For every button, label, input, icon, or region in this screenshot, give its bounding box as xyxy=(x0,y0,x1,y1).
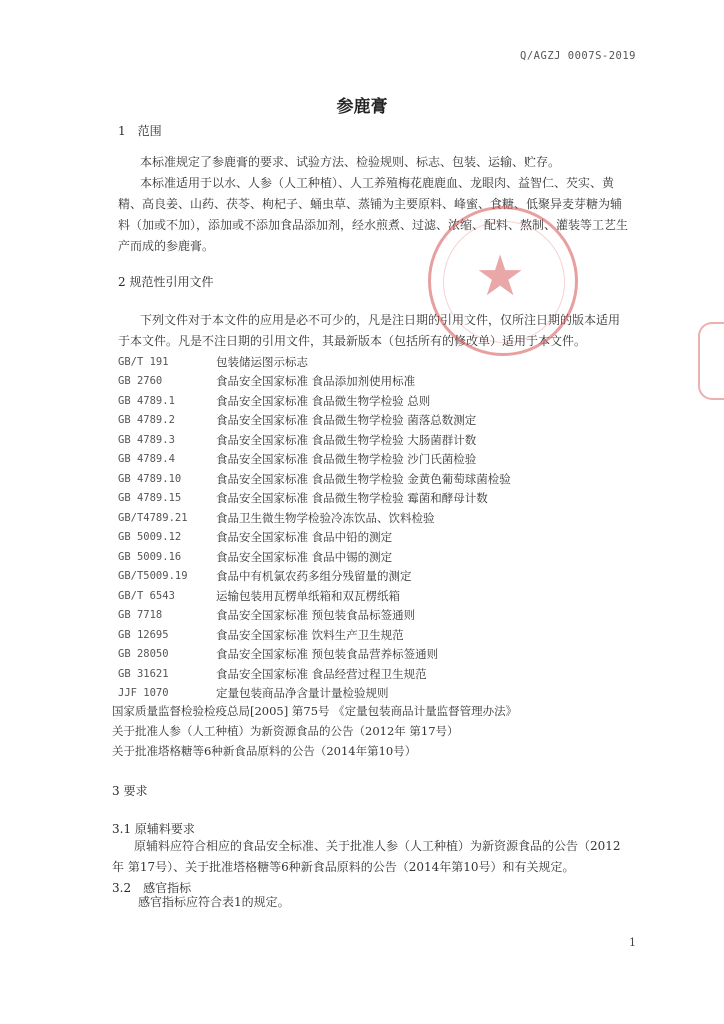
ref-code: GB 4789.3 xyxy=(118,433,175,446)
requirements-heading: 3 要求 xyxy=(112,784,148,798)
list-item xyxy=(118,528,511,548)
ref-code: GB/T 6543 xyxy=(118,589,175,602)
ref-code: GB 31621 xyxy=(118,667,169,680)
list-item xyxy=(118,606,511,626)
star-icon: ★ xyxy=(475,244,526,309)
ref-name: 食品安全国家标准 食品微生物学检验 沙门氏菌检验 xyxy=(216,452,477,467)
ref-code: GB 4789.2 xyxy=(118,414,175,427)
page-number: 1 xyxy=(629,936,636,949)
list-item xyxy=(118,684,511,704)
ref-name: 食品安全国家标准 食品微生物学检验 总则 xyxy=(216,393,431,408)
ref-code: GB 7718 xyxy=(118,609,163,622)
ref-name: 食品卫生微生物学检验冷冻饮品、饮料检验 xyxy=(216,510,435,525)
list-item xyxy=(118,645,511,665)
ref-name: 食品安全国家标准 食品中铅的测定 xyxy=(216,530,393,545)
ref-name: 食品安全国家标准 饮料生产卫生规范 xyxy=(216,627,404,642)
list-item xyxy=(118,372,511,392)
sensory-heading: 3.2 感官指标 xyxy=(112,881,192,895)
refs-intro: 下列文件对于本文件的应用是必不可少的，凡是注日期的引用文件，仅所注日期的版本适用于本文件。凡是不注日期的引用文件，其最新版本（包括所有的修改单）适用于本文件。 xyxy=(118,313,621,348)
ref-name: 食品中有机氯农药多组分残留量的测定 xyxy=(216,569,412,584)
ref-code: GB 4789.1 xyxy=(118,394,175,407)
ref-name: 食品安全国家标准 食品微生物学检验 大肠菌群计数 xyxy=(216,432,477,447)
list-item xyxy=(118,469,511,489)
ref-code: GB 2760 xyxy=(118,375,163,388)
ref-code: GB 5009.16 xyxy=(118,550,182,563)
ref-name: 食品安全国家标准 食品微生物学检验 金黄色葡萄球菌检验 xyxy=(216,471,511,486)
list-item xyxy=(118,508,511,528)
list-item xyxy=(118,430,511,450)
reference-extra-3: 关于批准塔格糖等6种新食品原料的公告（2014年第10号） xyxy=(112,744,417,758)
reference-list xyxy=(118,352,511,703)
ref-name: 食品安全国家标准 食品微生物学检验 菌落总数测定 xyxy=(216,413,477,428)
reference-extra-1: 国家质量监督检验检疫总局[2005] 第75号 《定量包装商品计量监督管理办法》 xyxy=(112,704,518,718)
ref-code: GB 4789.4 xyxy=(118,453,175,466)
raw-material-text: 原辅料应符合相应的食品安全标准、关于批准人参（人工种植）为新资源食品的公告（2012年 第17号）、关于批准塔格糖等6种新食品原料的公告（2014年第10号）和有关规定。 xyxy=(112,839,621,874)
ref-code: JJF 1070 xyxy=(118,687,169,700)
raw-material-heading: 3.1 原辅料要求 xyxy=(112,822,195,836)
ref-name: 食品安全国家标准 食品微生物学检验 霉菌和酵母计数 xyxy=(216,491,488,506)
ref-code: GB/T5009.19 xyxy=(118,570,188,583)
ref-name: 食品安全国家标准 预包装食品标签通则 xyxy=(216,608,416,623)
list-item xyxy=(118,391,511,411)
document-title: 参鹿膏 xyxy=(336,97,388,117)
ref-name: 食品安全国家标准 食品经营过程卫生规范 xyxy=(216,666,427,681)
official-seal xyxy=(428,206,578,356)
list-item xyxy=(118,450,511,470)
ref-code: GB 5009.12 xyxy=(118,531,182,544)
ref-code: GB 4789.15 xyxy=(118,492,182,505)
ref-name: 包装储运图示标志 xyxy=(216,354,308,369)
list-item xyxy=(118,547,511,567)
standard-code: Q/AGZJ 0007S-2019 xyxy=(520,50,636,62)
sensory-text: 感官指标应符合表1的规定。 xyxy=(138,895,290,909)
scope-paragraph-1: 本标准规定了参鹿膏的要求、试验方法、检验规则、标志、包装、运输、贮存。 xyxy=(140,155,561,169)
ref-name: 食品安全国家标准 预包装食品营养标签通则 xyxy=(216,647,439,662)
ref-code: GB 12695 xyxy=(118,628,169,641)
ref-code: GB 28050 xyxy=(118,648,169,661)
list-item xyxy=(118,489,511,509)
refs-heading: 2 规范性引用文件 xyxy=(118,275,214,289)
list-item xyxy=(118,411,511,431)
list-item xyxy=(118,664,511,684)
ref-name: 定量包装商品净含量计量检验规则 xyxy=(216,686,389,701)
list-item xyxy=(118,625,511,645)
reference-extra-2: 关于批准人参（人工种植）为新资源食品的公告（2012年 第17号） xyxy=(112,724,459,738)
scope-heading: 1 范围 xyxy=(118,124,162,138)
ref-name: 运输包装用瓦楞单纸箱和双瓦楞纸箱 xyxy=(216,588,400,603)
ref-name: 食品安全国家标准 食品添加剂使用标准 xyxy=(216,374,416,389)
scope-paragraph-2: 本标准适用于以水、人参（人工种植）、人工养殖梅花鹿鹿血、龙眼肉、益智仁、芡实、黄精、高良姜、山药、茯苓、枸杞子、蛹虫草、蒸铺为主要原料、峰蜜、食糖、低聚异麦芽糖为辅料（加或不加），添加或不添加食品添加剂，经水煎煮、过滤、浓缩、配料、熬制、灌装等工艺生产而成的参鹿膏。 xyxy=(118,176,629,253)
list-item xyxy=(118,352,511,372)
list-item xyxy=(118,567,511,587)
edge-seal-fragment xyxy=(698,322,724,400)
ref-code: GB/T4789.21 xyxy=(118,511,188,524)
ref-name: 食品安全国家标准 食品中锡的测定 xyxy=(216,549,393,564)
list-item xyxy=(118,586,511,606)
ref-code: GB 4789.10 xyxy=(118,472,182,485)
ref-code: GB/T 191 xyxy=(118,355,169,368)
